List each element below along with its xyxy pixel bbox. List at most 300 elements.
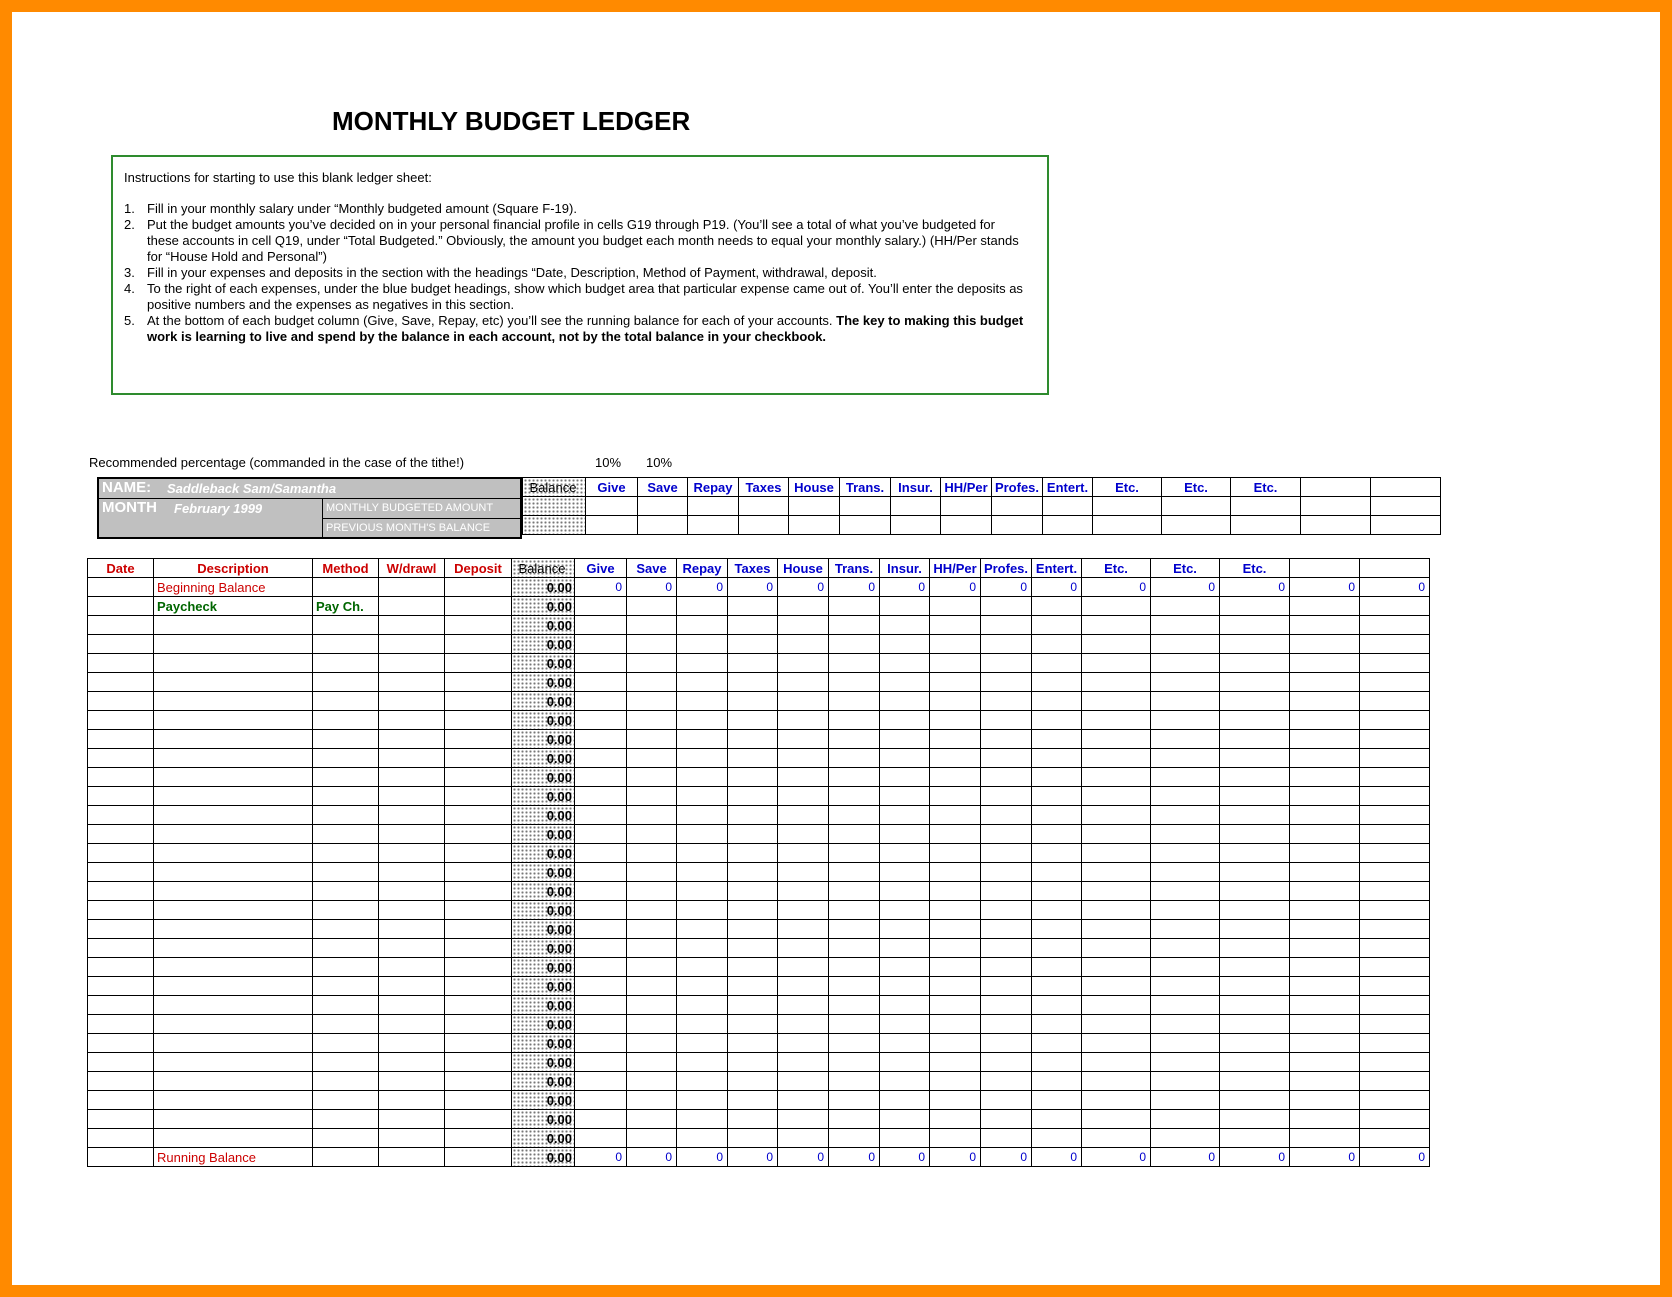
deposit-cell[interactable] <box>445 1015 512 1034</box>
budget-amount-cell[interactable] <box>778 977 829 996</box>
budget-amount-cell[interactable] <box>880 673 930 692</box>
budget-amount-cell[interactable] <box>627 825 677 844</box>
budget-amount-cell[interactable] <box>829 787 880 806</box>
budget-amount-cell[interactable] <box>677 711 728 730</box>
budget-amount-cell[interactable] <box>575 939 627 958</box>
budget-amount-cell[interactable] <box>1032 1072 1082 1091</box>
deposit-cell[interactable] <box>445 1034 512 1053</box>
budget-amount-cell[interactable] <box>1032 730 1082 749</box>
budget-amount-cell[interactable] <box>880 977 930 996</box>
description-cell[interactable]: Running Balance <box>154 1148 313 1167</box>
budget-amount-cell[interactable] <box>1082 654 1151 673</box>
budget-amount-cell[interactable] <box>1360 787 1430 806</box>
month-value[interactable]: February 1999 <box>174 501 263 516</box>
budget-amount-cell[interactable] <box>880 654 930 673</box>
budget-amount-cell[interactable] <box>728 749 778 768</box>
deposit-cell[interactable] <box>445 844 512 863</box>
budget-amount-cell[interactable] <box>829 1053 880 1072</box>
date-cell[interactable] <box>88 1129 154 1148</box>
budget-amount-cell[interactable] <box>677 939 728 958</box>
method-cell[interactable] <box>313 1129 379 1148</box>
budget-amount-cell[interactable] <box>728 1015 778 1034</box>
description-cell[interactable] <box>154 787 313 806</box>
budget-amount-cell[interactable] <box>1151 863 1220 882</box>
budget-amount-cell[interactable] <box>930 1091 981 1110</box>
budget-amount-cell[interactable] <box>728 711 778 730</box>
budget-amount-cell[interactable] <box>880 1091 930 1110</box>
budget-amount-cell[interactable] <box>575 1053 627 1072</box>
withdrawal-cell[interactable] <box>379 844 445 863</box>
budget-amount-cell[interactable] <box>1151 787 1220 806</box>
budget-amount-cell[interactable] <box>930 692 981 711</box>
deposit-cell[interactable] <box>445 749 512 768</box>
budget-amount-cell[interactable]: 0 <box>778 1148 829 1167</box>
budget-amount-cell[interactable] <box>1032 825 1082 844</box>
budget-amount-cell[interactable] <box>575 1015 627 1034</box>
method-cell[interactable] <box>313 977 379 996</box>
budget-amount-cell[interactable] <box>829 597 880 616</box>
budget-amount-cell[interactable] <box>778 920 829 939</box>
deposit-cell[interactable] <box>445 1091 512 1110</box>
deposit-cell[interactable] <box>445 692 512 711</box>
budget-amount-cell[interactable] <box>627 787 677 806</box>
budget-amount-cell[interactable] <box>677 673 728 692</box>
budget-amount-cell[interactable] <box>930 711 981 730</box>
budget-amount-cell[interactable] <box>1082 1015 1151 1034</box>
budget-amount-cell[interactable] <box>1082 597 1151 616</box>
budget-amount-cell[interactable] <box>981 825 1032 844</box>
budget-amount-cell[interactable] <box>1082 806 1151 825</box>
budget-amount-cell[interactable] <box>1082 958 1151 977</box>
budget-amount-cell[interactable] <box>627 597 677 616</box>
date-cell[interactable] <box>88 958 154 977</box>
budget-amount-cell[interactable] <box>829 920 880 939</box>
budget-amount-cell[interactable] <box>930 730 981 749</box>
budget-amount-cell[interactable] <box>981 635 1032 654</box>
budget-amount-cell[interactable] <box>677 1129 728 1148</box>
budget-amount-cell[interactable] <box>829 996 880 1015</box>
budget-amount-cell[interactable] <box>778 806 829 825</box>
budget-amount-cell[interactable] <box>1360 654 1430 673</box>
budget-amount-cell[interactable] <box>1032 1053 1082 1072</box>
description-cell[interactable] <box>154 616 313 635</box>
budget-amount-cell[interactable] <box>930 787 981 806</box>
budget-amount-cell[interactable]: 0 <box>1082 578 1151 597</box>
budget-amount-cell[interactable] <box>880 692 930 711</box>
budget-amount-cell[interactable] <box>1082 1072 1151 1091</box>
budget-amount-cell[interactable] <box>981 654 1032 673</box>
budget-amount-cell[interactable] <box>1151 616 1220 635</box>
budget-amount-cell[interactable] <box>575 844 627 863</box>
budget-amount-cell[interactable] <box>1151 635 1220 654</box>
method-cell[interactable] <box>313 901 379 920</box>
budget-amount-cell[interactable] <box>930 958 981 977</box>
budget-amount-cell[interactable] <box>728 787 778 806</box>
budget-amount-cell[interactable] <box>930 920 981 939</box>
budget-amount-cell[interactable] <box>1082 863 1151 882</box>
description-cell[interactable] <box>154 635 313 654</box>
budget-amount-cell[interactable] <box>1032 806 1082 825</box>
budget-amount-cell[interactable]: 0 <box>880 578 930 597</box>
budget-amount-cell[interactable] <box>829 1034 880 1053</box>
budget-amount-cell[interactable] <box>1360 635 1430 654</box>
budget-amount-cell[interactable] <box>981 863 1032 882</box>
budget-amount-cell[interactable] <box>1220 1091 1290 1110</box>
method-cell[interactable] <box>313 825 379 844</box>
budget-amount-cell[interactable] <box>930 844 981 863</box>
budget-amount-cell[interactable] <box>1151 749 1220 768</box>
budget-amount-cell[interactable]: 0 <box>1151 578 1220 597</box>
budget-amount-cell[interactable] <box>891 516 941 535</box>
budget-amount-cell[interactable] <box>829 882 880 901</box>
budget-amount-cell[interactable] <box>1290 730 1360 749</box>
budget-amount-cell[interactable] <box>1151 1129 1220 1148</box>
budget-amount-cell[interactable] <box>677 996 728 1015</box>
deposit-cell[interactable] <box>445 901 512 920</box>
budget-amount-cell[interactable] <box>880 635 930 654</box>
deposit-cell[interactable] <box>445 920 512 939</box>
description-cell[interactable] <box>154 920 313 939</box>
budget-amount-cell[interactable] <box>778 692 829 711</box>
budget-amount-cell[interactable] <box>1032 1034 1082 1053</box>
date-cell[interactable] <box>88 1110 154 1129</box>
budget-amount-cell[interactable] <box>627 844 677 863</box>
budget-amount-cell[interactable] <box>677 882 728 901</box>
date-cell[interactable] <box>88 787 154 806</box>
deposit-cell[interactable] <box>445 768 512 787</box>
budget-amount-cell[interactable] <box>627 977 677 996</box>
budget-amount-cell[interactable] <box>575 958 627 977</box>
budget-amount-cell[interactable] <box>688 516 739 535</box>
budget-amount-cell[interactable] <box>1032 1110 1082 1129</box>
description-cell[interactable] <box>154 1072 313 1091</box>
budget-amount-cell[interactable] <box>1301 497 1371 516</box>
budget-amount-cell[interactable] <box>829 616 880 635</box>
budget-amount-cell[interactable] <box>1290 749 1360 768</box>
budget-amount-cell[interactable] <box>1082 711 1151 730</box>
budget-amount-cell[interactable] <box>981 939 1032 958</box>
budget-amount-cell[interactable]: 0 <box>1082 1148 1151 1167</box>
budget-amount-cell[interactable] <box>1220 939 1290 958</box>
budget-amount-cell[interactable] <box>1290 920 1360 939</box>
budget-amount-cell[interactable] <box>728 996 778 1015</box>
budget-amount-cell[interactable] <box>930 1053 981 1072</box>
date-cell[interactable] <box>88 882 154 901</box>
withdrawal-cell[interactable] <box>379 863 445 882</box>
budget-amount-cell[interactable] <box>627 654 677 673</box>
budget-amount-cell[interactable] <box>1032 654 1082 673</box>
description-cell[interactable] <box>154 749 313 768</box>
budget-amount-cell[interactable] <box>1220 1072 1290 1091</box>
method-cell[interactable] <box>313 1148 379 1167</box>
budget-amount-cell[interactable] <box>1032 920 1082 939</box>
budget-amount-cell[interactable] <box>1032 863 1082 882</box>
budget-amount-cell[interactable] <box>1290 787 1360 806</box>
budget-amount-cell[interactable] <box>1151 977 1220 996</box>
budget-amount-cell[interactable] <box>1043 516 1093 535</box>
budget-amount-cell[interactable] <box>1082 996 1151 1015</box>
withdrawal-cell[interactable] <box>379 787 445 806</box>
withdrawal-cell[interactable] <box>379 635 445 654</box>
deposit-cell[interactable] <box>445 635 512 654</box>
date-cell[interactable] <box>88 597 154 616</box>
budget-amount-cell[interactable] <box>1032 958 1082 977</box>
budget-amount-cell[interactable] <box>1151 882 1220 901</box>
budget-amount-cell[interactable] <box>1220 673 1290 692</box>
budget-amount-cell[interactable] <box>930 882 981 901</box>
budget-amount-cell[interactable] <box>728 1091 778 1110</box>
budget-amount-cell[interactable] <box>778 673 829 692</box>
budget-amount-cell[interactable] <box>1360 1091 1430 1110</box>
budget-amount-cell[interactable] <box>1151 901 1220 920</box>
date-cell[interactable] <box>88 825 154 844</box>
budget-amount-cell[interactable] <box>1151 1091 1220 1110</box>
date-cell[interactable] <box>88 749 154 768</box>
budget-amount-cell[interactable]: 0 <box>1032 578 1082 597</box>
budget-amount-cell[interactable] <box>981 673 1032 692</box>
budget-amount-cell[interactable] <box>677 730 728 749</box>
budget-amount-cell[interactable] <box>778 1110 829 1129</box>
budget-amount-cell[interactable] <box>778 996 829 1015</box>
budget-amount-cell[interactable] <box>1032 1015 1082 1034</box>
budget-amount-cell[interactable] <box>1290 958 1360 977</box>
budget-amount-cell[interactable] <box>930 616 981 635</box>
budget-amount-cell[interactable] <box>981 749 1032 768</box>
budget-amount-cell[interactable] <box>575 806 627 825</box>
budget-amount-cell[interactable]: 0 <box>1290 578 1360 597</box>
budget-amount-cell[interactable] <box>981 920 1032 939</box>
budget-amount-cell[interactable] <box>1360 1034 1430 1053</box>
deposit-cell[interactable] <box>445 996 512 1015</box>
budget-amount-cell[interactable] <box>728 825 778 844</box>
budget-amount-cell[interactable] <box>829 863 880 882</box>
budget-amount-cell[interactable] <box>1032 977 1082 996</box>
budget-amount-cell[interactable] <box>1220 1110 1290 1129</box>
budget-amount-cell[interactable] <box>677 920 728 939</box>
description-cell[interactable] <box>154 825 313 844</box>
withdrawal-cell[interactable] <box>379 1091 445 1110</box>
method-cell[interactable] <box>313 692 379 711</box>
budget-amount-cell[interactable]: 0 <box>829 1148 880 1167</box>
budget-amount-cell[interactable] <box>1151 711 1220 730</box>
budget-amount-cell[interactable] <box>941 497 992 516</box>
budget-amount-cell[interactable] <box>1290 844 1360 863</box>
method-cell[interactable]: Pay Ch. <box>313 597 379 616</box>
budget-amount-cell[interactable] <box>627 806 677 825</box>
description-cell[interactable] <box>154 939 313 958</box>
method-cell[interactable] <box>313 920 379 939</box>
withdrawal-cell[interactable] <box>379 578 445 597</box>
budget-amount-cell[interactable] <box>1082 768 1151 787</box>
description-cell[interactable] <box>154 1129 313 1148</box>
budget-amount-cell[interactable] <box>677 654 728 673</box>
budget-amount-cell[interactable] <box>930 1129 981 1148</box>
withdrawal-cell[interactable] <box>379 1034 445 1053</box>
budget-amount-cell[interactable] <box>981 844 1032 863</box>
budget-amount-cell[interactable] <box>1360 730 1430 749</box>
method-cell[interactable] <box>313 578 379 597</box>
budget-amount-cell[interactable] <box>1290 711 1360 730</box>
budget-amount-cell[interactable]: 0 <box>575 578 627 597</box>
date-cell[interactable] <box>88 730 154 749</box>
budget-amount-cell[interactable] <box>1032 882 1082 901</box>
budget-amount-cell[interactable] <box>1032 768 1082 787</box>
description-cell[interactable] <box>154 901 313 920</box>
budget-amount-cell[interactable] <box>880 958 930 977</box>
budget-amount-cell[interactable] <box>575 768 627 787</box>
withdrawal-cell[interactable] <box>379 977 445 996</box>
budget-amount-cell[interactable] <box>728 844 778 863</box>
budget-amount-cell[interactable] <box>1290 1015 1360 1034</box>
budget-amount-cell[interactable] <box>1151 996 1220 1015</box>
budget-amount-cell[interactable] <box>778 597 829 616</box>
method-cell[interactable] <box>313 730 379 749</box>
budget-amount-cell[interactable] <box>930 673 981 692</box>
budget-amount-cell[interactable] <box>575 673 627 692</box>
budget-amount-cell[interactable] <box>1290 654 1360 673</box>
budget-amount-cell[interactable]: 0 <box>1220 1148 1290 1167</box>
budget-amount-cell[interactable] <box>1290 977 1360 996</box>
budget-amount-cell[interactable] <box>575 825 627 844</box>
method-cell[interactable] <box>313 806 379 825</box>
budget-amount-cell[interactable] <box>677 616 728 635</box>
budget-amount-cell[interactable] <box>1082 920 1151 939</box>
budget-amount-cell[interactable] <box>1290 1129 1360 1148</box>
budget-amount-cell[interactable] <box>728 597 778 616</box>
budget-amount-cell[interactable] <box>677 749 728 768</box>
budget-amount-cell[interactable] <box>1360 863 1430 882</box>
budget-amount-cell[interactable] <box>677 1053 728 1072</box>
budget-amount-cell[interactable] <box>880 939 930 958</box>
deposit-cell[interactable] <box>445 711 512 730</box>
budget-amount-cell[interactable] <box>728 1072 778 1091</box>
budget-amount-cell[interactable] <box>981 597 1032 616</box>
budget-amount-cell[interactable] <box>1151 597 1220 616</box>
budget-amount-cell[interactable] <box>627 1015 677 1034</box>
budget-amount-cell[interactable]: 0 <box>627 1148 677 1167</box>
budget-amount-cell[interactable]: 0 <box>677 1148 728 1167</box>
withdrawal-cell[interactable] <box>379 616 445 635</box>
budget-amount-cell[interactable] <box>575 1091 627 1110</box>
budget-amount-cell[interactable] <box>1151 1110 1220 1129</box>
budget-amount-cell[interactable] <box>981 1072 1032 1091</box>
budget-amount-cell[interactable] <box>627 958 677 977</box>
budget-amount-cell[interactable] <box>880 1015 930 1034</box>
date-cell[interactable] <box>88 578 154 597</box>
budget-amount-cell[interactable] <box>677 1072 728 1091</box>
budget-amount-cell[interactable] <box>778 1034 829 1053</box>
budget-amount-cell[interactable] <box>575 749 627 768</box>
budget-amount-cell[interactable] <box>880 882 930 901</box>
budget-amount-cell[interactable] <box>930 901 981 920</box>
method-cell[interactable] <box>313 768 379 787</box>
budget-amount-cell[interactable] <box>981 1129 1032 1148</box>
budget-amount-cell[interactable] <box>1151 768 1220 787</box>
budget-amount-cell[interactable] <box>880 996 930 1015</box>
budget-amount-cell[interactable] <box>1220 654 1290 673</box>
budget-amount-cell[interactable] <box>880 806 930 825</box>
budget-amount-cell[interactable] <box>1032 711 1082 730</box>
budget-amount-cell[interactable] <box>880 597 930 616</box>
budget-amount-cell[interactable] <box>1290 806 1360 825</box>
budget-amount-cell[interactable] <box>930 749 981 768</box>
budget-amount-cell[interactable] <box>627 692 677 711</box>
withdrawal-cell[interactable] <box>379 711 445 730</box>
date-cell[interactable] <box>88 692 154 711</box>
method-cell[interactable] <box>313 996 379 1015</box>
budget-amount-cell[interactable] <box>981 1034 1032 1053</box>
budget-amount-cell[interactable] <box>778 635 829 654</box>
budget-amount-cell[interactable] <box>1360 768 1430 787</box>
budget-amount-cell[interactable] <box>1220 768 1290 787</box>
method-cell[interactable] <box>313 711 379 730</box>
budget-amount-cell[interactable] <box>1290 692 1360 711</box>
budget-amount-cell[interactable] <box>1032 597 1082 616</box>
budget-amount-cell[interactable] <box>627 863 677 882</box>
budget-amount-cell[interactable] <box>677 1091 728 1110</box>
budget-amount-cell[interactable] <box>638 497 688 516</box>
budget-amount-cell[interactable] <box>728 1034 778 1053</box>
budget-amount-cell[interactable] <box>1032 616 1082 635</box>
budget-amount-cell[interactable] <box>1082 635 1151 654</box>
budget-amount-cell[interactable]: 0 <box>829 578 880 597</box>
budget-amount-cell[interactable] <box>778 1053 829 1072</box>
budget-amount-cell[interactable] <box>992 516 1043 535</box>
method-cell[interactable] <box>313 635 379 654</box>
budget-amount-cell[interactable] <box>1360 1129 1430 1148</box>
budget-amount-cell[interactable] <box>627 996 677 1015</box>
budget-amount-cell[interactable] <box>1220 711 1290 730</box>
date-cell[interactable] <box>88 920 154 939</box>
budget-amount-cell[interactable] <box>1082 825 1151 844</box>
budget-amount-cell[interactable]: 0 <box>1151 1148 1220 1167</box>
budget-amount-cell[interactable] <box>829 1072 880 1091</box>
budget-amount-cell[interactable] <box>1151 673 1220 692</box>
method-cell[interactable] <box>313 673 379 692</box>
budget-amount-cell[interactable] <box>1220 692 1290 711</box>
budget-amount-cell[interactable] <box>1220 730 1290 749</box>
method-cell[interactable] <box>313 1072 379 1091</box>
budget-amount-cell[interactable] <box>1220 806 1290 825</box>
budget-amount-cell[interactable]: 0 <box>1220 578 1290 597</box>
deposit-cell[interactable] <box>445 616 512 635</box>
budget-amount-cell[interactable] <box>728 673 778 692</box>
budget-amount-cell[interactable] <box>1220 901 1290 920</box>
description-cell[interactable] <box>154 711 313 730</box>
withdrawal-cell[interactable] <box>379 730 445 749</box>
date-cell[interactable] <box>88 1072 154 1091</box>
budget-amount-cell[interactable] <box>1290 673 1360 692</box>
budget-amount-cell[interactable] <box>1290 996 1360 1015</box>
budget-amount-cell[interactable] <box>1151 1034 1220 1053</box>
budget-amount-cell[interactable]: 0 <box>677 578 728 597</box>
budget-amount-cell[interactable] <box>688 497 739 516</box>
budget-amount-cell[interactable] <box>627 939 677 958</box>
budget-amount-cell[interactable] <box>840 497 891 516</box>
budget-amount-cell[interactable] <box>1082 977 1151 996</box>
budget-amount-cell[interactable] <box>1082 692 1151 711</box>
description-cell[interactable] <box>154 692 313 711</box>
budget-amount-cell[interactable] <box>575 711 627 730</box>
budget-amount-cell[interactable]: 0 <box>575 1148 627 1167</box>
budget-amount-cell[interactable] <box>1082 844 1151 863</box>
description-cell[interactable] <box>154 958 313 977</box>
budget-amount-cell[interactable] <box>829 654 880 673</box>
budget-amount-cell[interactable] <box>880 1110 930 1129</box>
budget-amount-cell[interactable] <box>1360 958 1430 977</box>
budget-amount-cell[interactable] <box>1151 958 1220 977</box>
budget-amount-cell[interactable] <box>829 958 880 977</box>
